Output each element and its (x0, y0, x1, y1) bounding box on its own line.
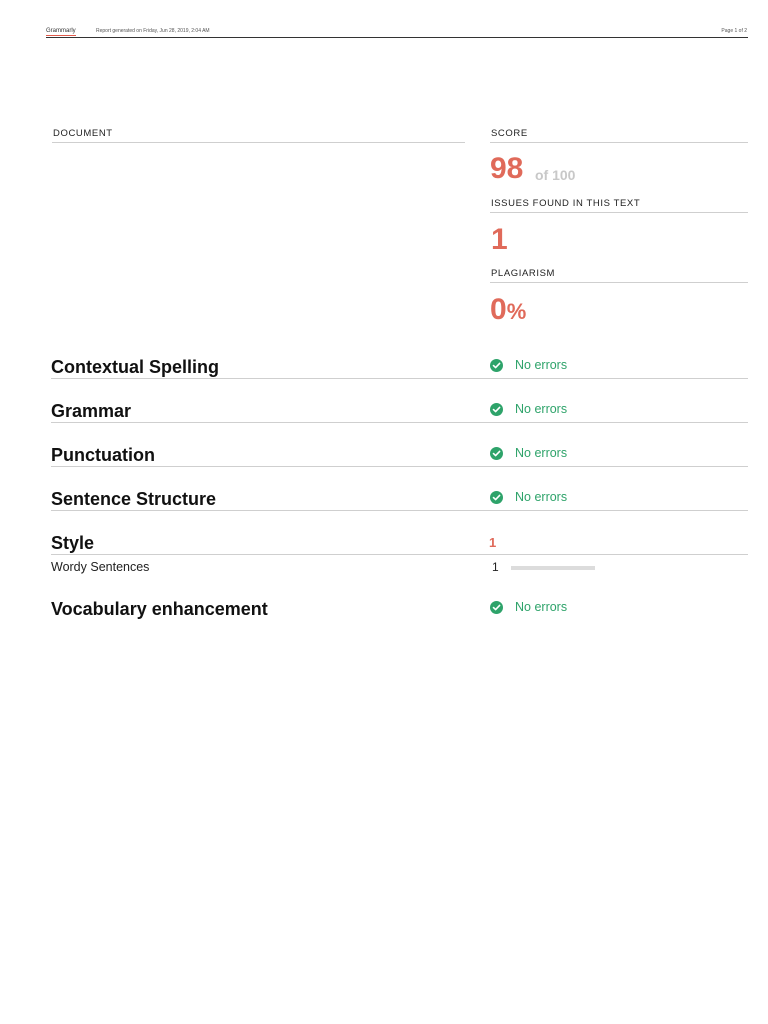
check-circle-icon (490, 491, 503, 504)
category-status (490, 489, 567, 505)
check-circle-icon (490, 601, 503, 614)
issues-label: ISSUES FOUND IN THIS TEXT (490, 198, 748, 213)
detail-progress-bar (511, 566, 595, 570)
brand-logo: Grammarly (46, 28, 76, 34)
report-date: Report generated on Friday, Jun 28, 2019, 2:04 AM (96, 28, 210, 34)
status-text: No errors (515, 600, 568, 614)
report-header (46, 28, 748, 38)
category-row-grammar (51, 396, 748, 423)
plagiarism-number: 0 (490, 293, 507, 326)
status-text: No errors (515, 358, 568, 372)
check-circle-icon (490, 403, 503, 416)
category-issue-count: 1 (489, 535, 497, 550)
category-row-vocabulary-enhancement (51, 594, 748, 620)
status-text: No errors (515, 490, 568, 504)
plagiarism-unit: % (506, 299, 527, 324)
status-text: No errors (515, 402, 568, 416)
category-status (490, 599, 567, 615)
category-name: Sentence Structure (51, 489, 217, 509)
status-text: No errors (515, 446, 568, 460)
category-status (490, 401, 567, 417)
category-name: Style (51, 533, 95, 553)
category-name: Contextual Spelling (51, 357, 220, 377)
detail-count: 1 (492, 560, 499, 574)
plagiarism-label: PLAGIARISM (490, 268, 748, 283)
category-status (490, 357, 567, 373)
check-circle-icon (490, 447, 503, 460)
style-detail-row (51, 558, 748, 578)
category-row-punctuation (51, 440, 748, 467)
category-name: Punctuation (51, 445, 155, 465)
detail-name: Wordy Sentences (51, 560, 150, 574)
check-circle-icon (490, 359, 503, 372)
category-row-sentence-structure (51, 484, 748, 511)
page-number: Page 1 of 2 (721, 28, 747, 34)
document-label: DOCUMENT (52, 128, 465, 143)
score-of-total: of 100 (535, 167, 576, 183)
category-status (490, 445, 567, 461)
category-name: Vocabulary enhancement (51, 599, 268, 619)
detail-progress-fill (511, 566, 595, 570)
score-value: 98 (490, 152, 524, 185)
score-label: SCORE (490, 128, 748, 143)
issues-count: 1 (491, 223, 508, 256)
category-name: Grammar (51, 401, 132, 421)
category-row-contextual-spelling (51, 352, 748, 379)
plagiarism-value (490, 295, 526, 327)
category-row-style (51, 528, 748, 555)
